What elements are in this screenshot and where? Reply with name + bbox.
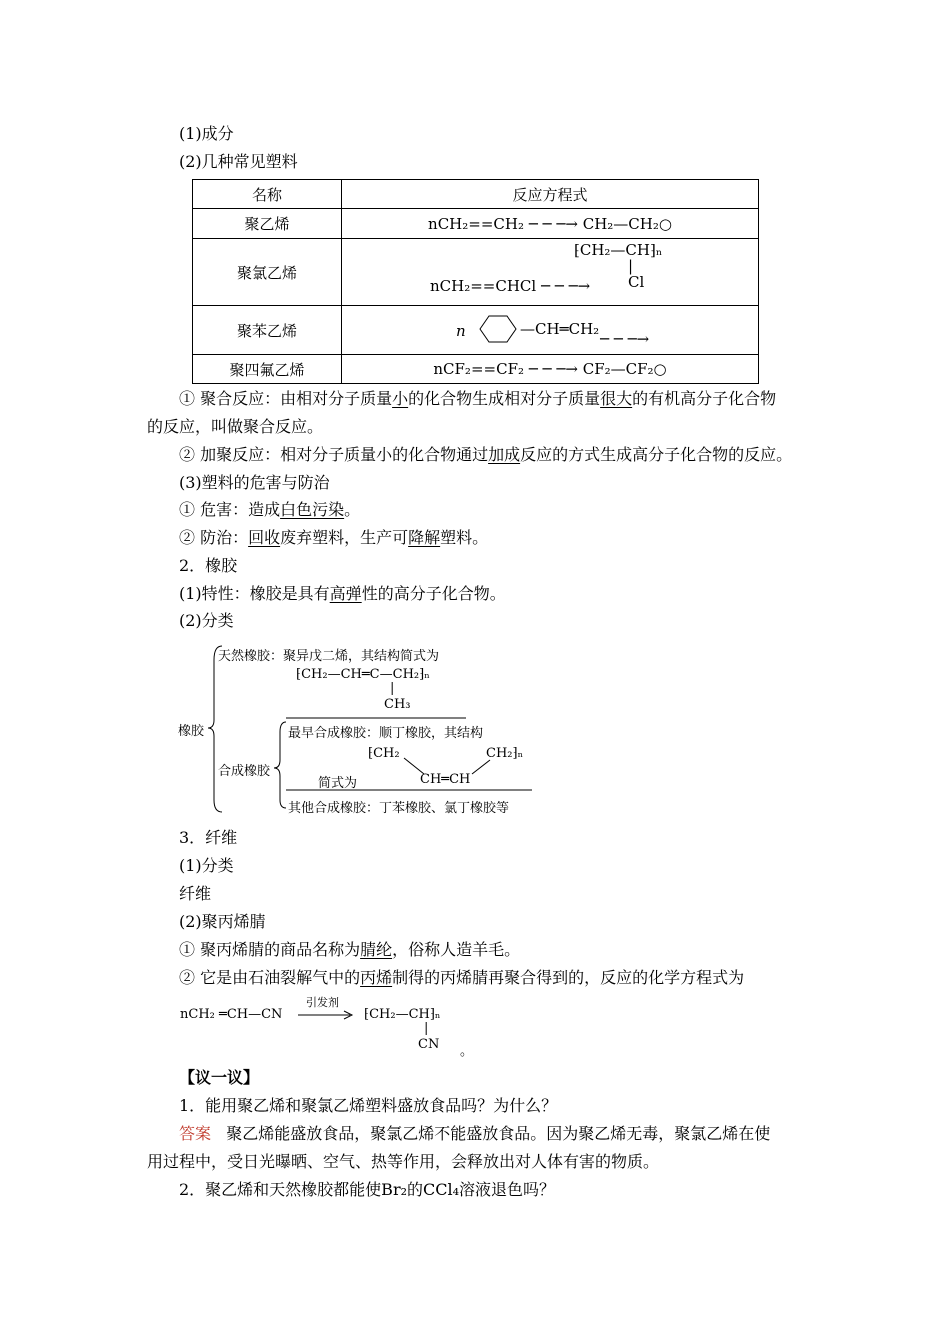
heading-rubber: 2．橡胶 <box>179 556 238 575</box>
paragraph-hazard: ① 危害：造成白色污染。 <box>179 500 361 519</box>
paragraph-polymerization-cont: 的反应，叫做聚合反应。 <box>147 417 324 436</box>
rubber-root-label: 橡胶 <box>178 724 205 739</box>
cis-polybutadiene-left: ⁅CH₂ <box>368 746 400 761</box>
discuss-heading: 【议一议】 <box>179 1068 260 1087</box>
heading-composition: (1)成分 <box>179 124 234 143</box>
heading-classification: (2)分类 <box>179 611 234 630</box>
paragraph-polymerization: ① 聚合反应：由相对分子质量小的化合物生成相对分子质量很大的有机高分子化合物 <box>179 389 777 408</box>
paragraph-addition: ② 加聚反应：相对分子质量小的化合物通过加成反应的方式生成高分子化合物的反应。 <box>179 445 793 464</box>
table-cell-equation: nCF₂==CF₂ ─ ─ ─→ CF₂—CF₂○ <box>342 355 759 384</box>
paragraph-acrylic-name: ① 聚丙烯腈的商品名称为腈纶，俗称人造羊毛。 <box>179 940 521 959</box>
table-cell-equation: nCH₂==CH₂ ─ ─ ─→ CH₂—CH₂○ <box>342 209 759 239</box>
table-header-equation: 反应方程式 <box>342 180 759 209</box>
table-cell-name: 聚氯乙烯 <box>193 239 342 306</box>
reaction-arrow-icon <box>298 1010 356 1020</box>
paragraph-acrylic-source: ② 它是由石油裂解气中的丙烯制得的丙烯腈再聚合得到的，反应的化学方程式为 <box>179 968 745 987</box>
pan-condition: 引发剂 <box>306 996 339 1009</box>
earliest-synthetic-text: 最早合成橡胶：顺丁橡胶，其结构 <box>288 726 484 741</box>
fiber-label: 纤维 <box>179 884 212 903</box>
natural-rubber-methyl: CH₃ <box>384 697 411 712</box>
paragraph-rubber-property: (1)特性：橡胶是具有高弹性的高分子化合物。 <box>179 584 506 603</box>
answer-1: 答案 聚乙烯能盛放食品，聚氯乙烯不能盛放食品。因为聚乙烯无毒，聚氯乙烯在使 <box>179 1124 771 1143</box>
plastics-table <box>192 179 759 384</box>
paragraph-prevention: ② 防治：回收废弃塑料，生产可降解塑料。 <box>179 528 489 547</box>
earliest-synthetic-text-2: 简式为 <box>318 776 358 791</box>
table-header-name: 名称 <box>193 180 342 209</box>
question-2: 2．聚乙烯和天然橡胶都能使Br₂的CCl₄溶液退色吗？ <box>179 1180 556 1199</box>
heading-fiber-classification: (1)分类 <box>179 856 234 875</box>
table-cell-equation: n —CH═CH₂ ─ ─ ─→ <box>342 306 759 355</box>
table-cell-equation: nCH₂==CHCl ─ ─ ─→ ⁅CH₂—CH⁆ₙ | Cl <box>342 239 759 306</box>
pan-reactant: nCH₂ ═CH—CN <box>180 1007 283 1022</box>
answer-1-cont: 用过程中，受日光曝晒、空气、热等作用，会释放出对人体有害的物质。 <box>147 1152 660 1171</box>
other-synthetic-text: 其他合成橡胶：丁苯橡胶、氯丁橡胶等 <box>288 801 510 816</box>
pan-product: ⁅CH₂—CH⁆ₙ <box>364 1007 441 1022</box>
cis-polybutadiene-mid: CH═CH <box>420 772 471 787</box>
heading-plastics: (2)几种常见塑料 <box>179 152 298 171</box>
pan-end: 。 <box>460 1044 474 1059</box>
table-cell-name: 聚四氟乙烯 <box>193 355 342 384</box>
heading-fiber: 3．纤维 <box>179 828 238 847</box>
answer-label: 答案 <box>179 1124 212 1143</box>
heading-polyacrylonitrile: (2)聚丙烯腈 <box>179 912 266 931</box>
synthetic-rubber-label: 合成橡胶 <box>218 764 271 779</box>
benzene-ring-icon <box>470 312 526 346</box>
pan-nitrile: CN <box>418 1037 440 1052</box>
natural-rubber-formula: ⁅CH₂—CH═C—CH₂⁆ₙ <box>296 667 430 682</box>
natural-rubber-text: 天然橡胶：聚异戊二烯，其结构简式为 <box>218 649 440 664</box>
table-cell-name: 聚苯乙烯 <box>193 306 342 355</box>
heading-hazards: (3)塑料的危害与防治 <box>179 473 330 492</box>
table-cell-name: 聚乙烯 <box>193 209 342 239</box>
cis-polybutadiene-right: CH₂⁆ₙ <box>486 746 524 761</box>
question-1: 1．能用聚乙烯和聚氯乙烯塑料盛放食品吗？为什么？ <box>179 1096 558 1115</box>
